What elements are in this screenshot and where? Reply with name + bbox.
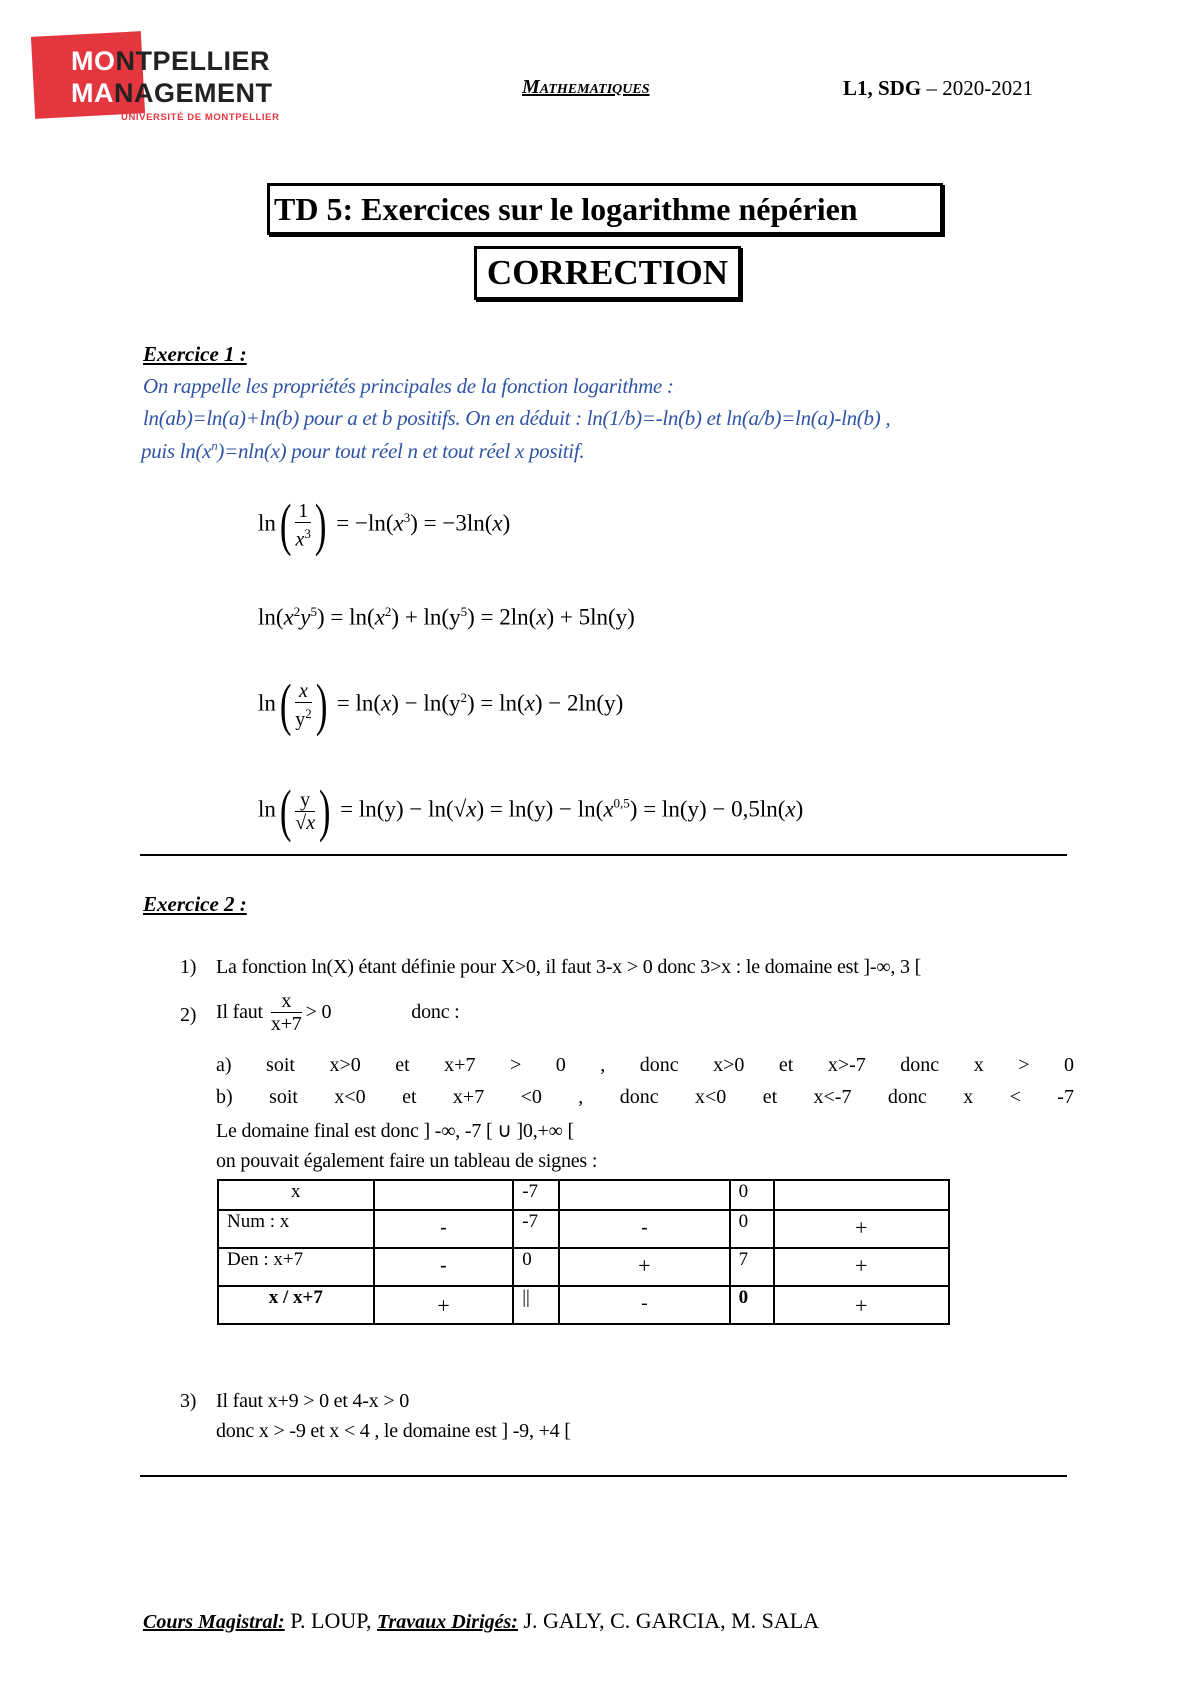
q1-text: La fonction ln(X) étant définie pour X>0, il faut 3-x > 0 donc 3>x : le domaine est ]-∞, 3 [ [216, 956, 922, 978]
table-row: x -7 0 [218, 1180, 949, 1210]
exercise-2-title: Exercice 2 : [143, 892, 247, 916]
q2-condition: Il faut $\frac{x}{x+7}$ > 0 donc : [216, 990, 460, 1035]
table-row: Den : x+7 - 0 + 7 + [218, 1248, 949, 1286]
table-row: Num : x - -7 - 0 + [218, 1210, 949, 1248]
ex1-intro-line3: puis $\ln(x^n)=nln(x)$ pour tout réel n et tout réel x positif. [141, 438, 585, 463]
formula-2: $\ln(x^2y^5) = \ln(x^2) + \ln(y^5) = 2\ln(x) + 5\ln(y)$ [258, 604, 635, 630]
divider [140, 854, 1067, 856]
q2-table-intro: on pouvait également faire un tableau de signes : [216, 1150, 598, 1172]
q2-number: 2) [180, 1004, 197, 1026]
exercise-1-title: Exercice 1 : [143, 342, 247, 366]
q2-case-a: a) soit x>0 et x+7 > 0 , donc x>0 et x>-7 donc x > 0 [216, 1054, 1074, 1076]
q2-case-b: b) soit x<0 et x+7 <0 , donc x<0 et x<-7 donc x < -7 [216, 1086, 1074, 1108]
ex1-intro-line1: On rappelle les propriétés principales de la fonction logarithme : [143, 374, 674, 398]
correction-label: CORRECTION [474, 246, 741, 300]
subject-heading: Mathematiques [522, 76, 650, 98]
divider [140, 1475, 1067, 1477]
formula-4: ln( $\frac{y}{√x}$ ) = $\ln(y) - \ln(√x) = \ln(y) - \ln(x^{0,5}) = \ln(y) - 0,5\ln(x)$ [258, 778, 804, 843]
q2-domain: Le domaine final est donc ] -∞, -7 [ ∪ ]0,+∞ [ [216, 1120, 574, 1142]
sign-table [217, 1179, 950, 1325]
formula-1: ln( $\frac{1}{x^3}$ ) = $-\ln(x^3) = -3\ln(x)$ [258, 492, 511, 558]
footer-credits: Cours Magistral: P. LOUP, Travaux Dirigés: J. GALY, C. GARCIA, M. SALA [143, 1608, 820, 1633]
page-title: TD 5: Exercices sur le logarithme népérien [267, 183, 943, 235]
q3-number: 3) [180, 1390, 197, 1412]
formula-3: ln( $\frac{x}{y^2}$ ) = $\ln(x) - \ln(y^2) = \ln(x) - 2\ln(y)$ [258, 672, 624, 738]
ex1-intro-line2: ln(ab)=ln(a)+ln(b) pour a et b positifs. On en déduit : ln(1/b)=-ln(b) et ln(a/b)=ln(a)-ln(b) , [143, 406, 891, 430]
q3-line1: Il faut x+9 > 0 et 4-x > 0 [216, 1390, 410, 1412]
q1-number: 1) [180, 956, 197, 978]
table-row: x / x+7 + || - 0 + [218, 1286, 949, 1324]
class-year: L1, SDG – 2020-2021 [843, 76, 1034, 100]
logo: MONTPELLIER MANAGEMENT UNIVERSITÉ DE MONTPELLIER [33, 32, 295, 124]
q3-line2: donc x > -9 et x < 4 , le domaine est ] -9, +4 [ [216, 1420, 571, 1442]
